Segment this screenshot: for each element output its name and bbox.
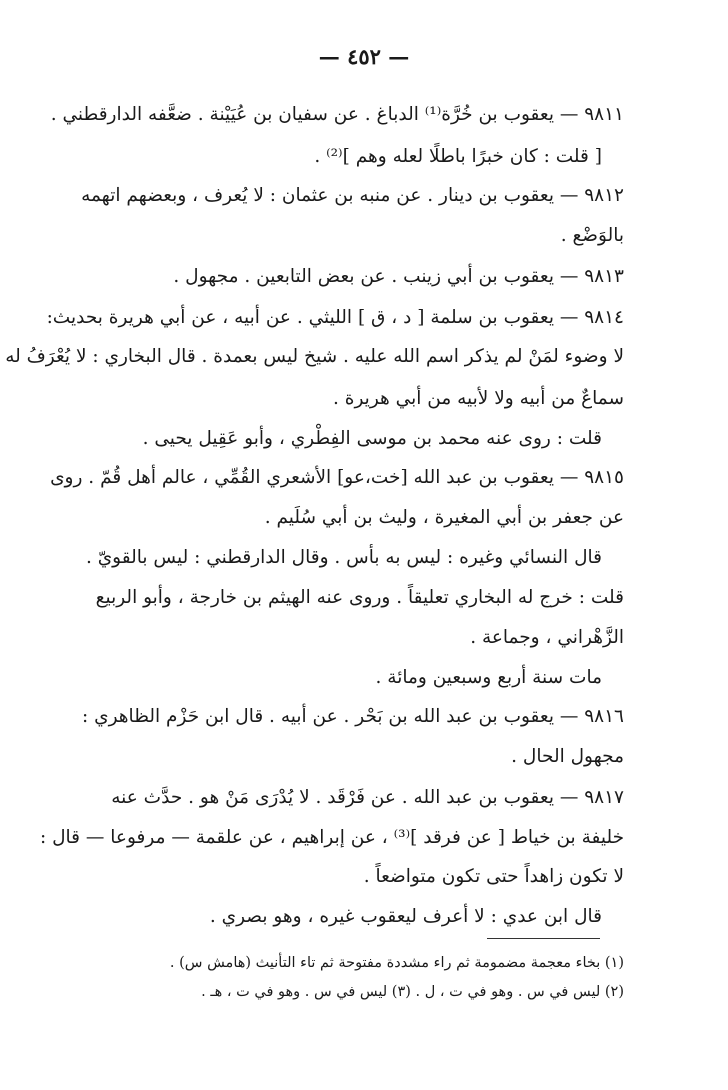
page-number: — ٤٥٢ — xyxy=(318,44,410,69)
footnote-divider xyxy=(487,938,600,939)
entry-9813-line: ٩٨١٣ — يعقوب بن أبي زينب . عن بعض التابعين . مجهول . xyxy=(173,266,624,287)
entry-9812-line: ٩٨١٢ — يعقوب بن دينار . عن منبه بن عثمان : لا يُعرف ، وبعضهم اتهمه xyxy=(81,185,624,206)
footnote-1: (١) بخاء معجمة مضمومة ثم راء مشددة مفتوحة ثم تاء التأنيث (هامش س) . xyxy=(169,955,624,971)
entry-9812-cont-line: بالوَضْع . xyxy=(560,225,624,246)
entry-9811-note-line: [ قلت : كان خبرًا باطلًا لعله وهم ]⁽²⁾ . xyxy=(314,146,602,167)
entry-9811-line: ٩٨١١ — يعقوب بن خُرَّة⁽¹⁾ الدباغ . عن سفيان بن عُيَيْنة . ضعَّفه الدارقطني . xyxy=(50,104,624,125)
entry-9815-line: ٩٨١٥ — يعقوب بن عبد الله [خت،عو] الأشعري القُمِّي ، عالم أهل قُمّ . روى xyxy=(50,467,624,488)
entry-9815-note-line: قال النسائي وغيره : ليس به بأس . وقال الدارقطني : ليس بالقويّ . xyxy=(85,547,602,568)
entry-9817-cont-line: خليفة بن خياط [ عن فرقد ]⁽³⁾ ، عن إبراهيم ، عن علقمة — مرفوعا — قال : xyxy=(39,827,624,848)
entry-9817-line: ٩٨١٧ — يعقوب بن عبد الله . عن فَرْقَد . لا يُدْرَى مَنْ هو . حدَّث عنه xyxy=(111,787,624,808)
entry-9814-cont-line: لا وضوء لمَنْ لم يذكر اسم الله عليه . شيخ ليس بعمدة . قال البخاري : لا يُعْرَفُ له xyxy=(5,346,624,367)
entry-9815-death-line: مات سنة أربع وسبعين ومائة . xyxy=(375,667,602,688)
entry-9817-cont-line: لا تكون زاهداً حتى تكون متواضعاً . xyxy=(363,866,624,887)
entry-9815-cont-line: عن جعفر بن أبي المغيرة ، وليث بن أبي سُلَيم . xyxy=(264,507,624,528)
entry-9815-note-line: قلت : خرج له البخاري تعليقاً . وروى عنه الهيثم بن خارجة ، وأبو الربيع xyxy=(95,587,624,608)
footnote-2-3: (٢) ليس في س . وهو في ت ، ل . (٣) ليس في س . وهو في ت ، هـ . xyxy=(201,984,624,1000)
entry-9814-cont-line: سماعٌ من أبيه ولا لأبيه من أبي هريرة . xyxy=(333,388,624,409)
entry-9816-line: ٩٨١٦ — يعقوب بن عبد الله بن بَحْر . عن أبيه . قال ابن حَزْم الظاهري : xyxy=(82,706,624,727)
entry-9817-note-line: قال ابن عدي : لا أعرف ليعقوب غيره ، وهو بصري . xyxy=(209,906,602,927)
entry-9814-line: ٩٨١٤ — يعقوب بن سلمة [ د ، ق ] الليثي . عن أبيه ، عن أبي هريرة بحديث: xyxy=(46,307,624,328)
entry-9814-note-line: قلت : روى عنه محمد بن موسى الفِطْري ، وأبو عَقِيل يحيى . xyxy=(142,428,602,449)
entry-9815-cont-line: الزَّهْراني ، وجماعة . xyxy=(470,627,624,648)
entry-9816-cont-line: مجهول الحال . xyxy=(511,746,624,767)
